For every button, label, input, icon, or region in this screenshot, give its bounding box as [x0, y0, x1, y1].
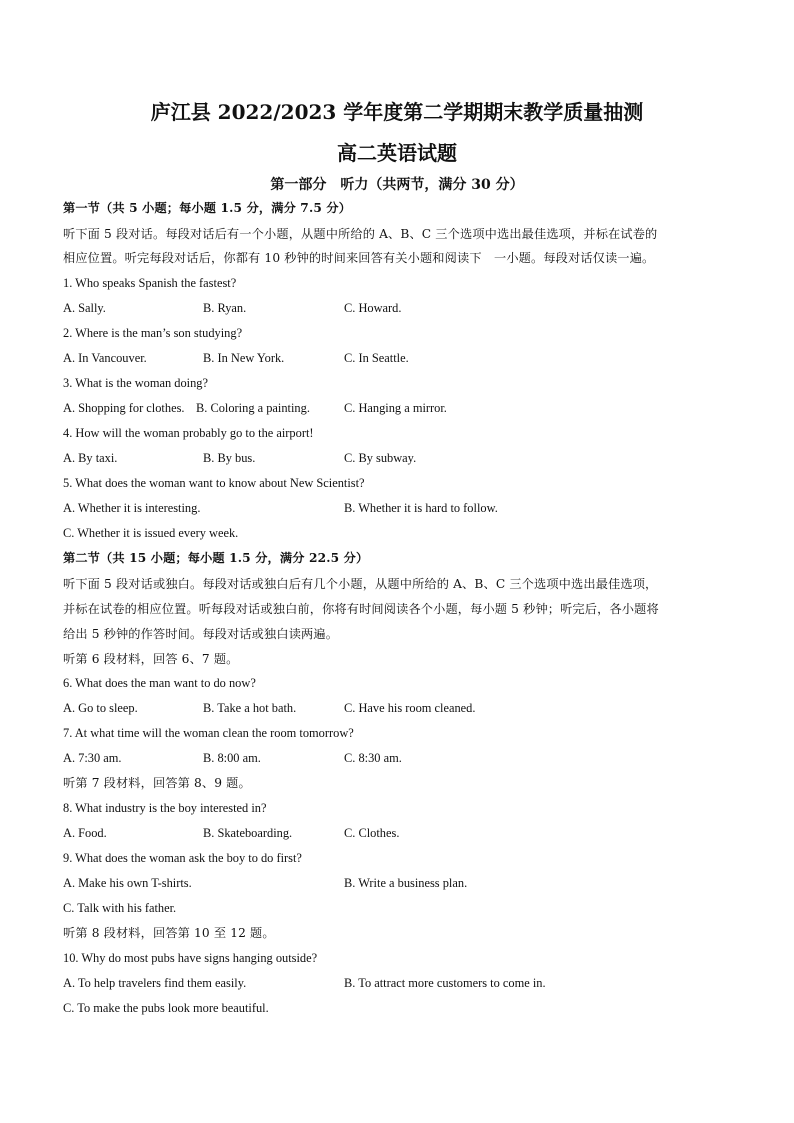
option-b: B. Whether it is hard to follow. — [344, 501, 498, 515]
option-b: B. 8:00 am. — [203, 751, 261, 765]
exam-title: 庐江县 2022/2023 学年度第二学期期末教学质量抽测 — [150, 100, 644, 124]
option-c: C. Whether it is issued every week. — [63, 526, 239, 540]
question-text: 3. What is the woman doing? — [63, 376, 208, 390]
part-heading: 第一部分 听力（共两节，满分 30 分） — [270, 177, 524, 193]
option-c: C. Have his room cleaned. — [344, 701, 476, 715]
option-a: A. By taxi. — [63, 451, 118, 465]
material-note: 听第 8 段材料，回答第 10 至 12 题。 — [63, 926, 275, 940]
option-a: A. Food. — [63, 826, 107, 840]
option-c: C. To make the pubs look more beautiful. — [63, 1001, 269, 1015]
option-b: B. In New York. — [203, 351, 285, 365]
section2-instruction-line: 听下面 5 段对话或独白。每段对话或独白后有几个小题，从题中所给的 A、B、C 三个选项中选出最佳选项， — [63, 577, 658, 591]
question-text: 4. How will the woman probably go to the airport! — [63, 426, 314, 440]
option-c: C. By subway. — [344, 451, 417, 465]
option-a: A. Shopping for clothes. — [63, 401, 185, 415]
option-b: B. Take a hot bath. — [203, 701, 297, 715]
material-note: 听第 6 段材料，回答 6、7 题。 — [63, 652, 239, 666]
question-text: 1. Who speaks Spanish the fastest? — [63, 276, 237, 290]
question-text: 2. Where is the man’s son studying? — [63, 326, 243, 340]
section2-instruction-line: 并标在试卷的相应位置。听每段对话或独白前，你将有时间阅读各个小题，每小题 5 秒钟；听完后，各小题将 — [63, 602, 659, 616]
option-a: A. 7:30 am. — [63, 751, 122, 765]
option-a: A. Go to sleep. — [63, 701, 138, 715]
exam-subtitle: 高二英语试题 — [337, 141, 457, 165]
question-text: 5. What does the woman want to know about New Scientist? — [63, 476, 365, 490]
question-text: 9. What does the woman ask the boy to do first? — [63, 851, 302, 865]
option-c: C. Talk with his father. — [63, 901, 177, 915]
option-a: A. Whether it is interesting. — [63, 501, 201, 515]
option-c: C. Hanging a mirror. — [344, 401, 447, 415]
section1-heading: 第一节（共 5 小题；每小题 1.5 分，满分 7.5 分） — [63, 201, 352, 215]
option-b: B. Coloring a painting. — [196, 401, 310, 415]
material-note: 听第 7 段材料，回答第 8、9 题。 — [63, 776, 251, 790]
option-c: C. Howard. — [344, 301, 402, 315]
question-text: 8. What industry is the boy interested in? — [63, 801, 267, 815]
option-c: C. 8:30 am. — [344, 751, 402, 765]
option-b: B. Ryan. — [203, 301, 247, 315]
option-a: A. To help travelers find them easily. — [63, 976, 247, 990]
question-text: 10. Why do most pubs have signs hanging outside? — [63, 951, 318, 965]
option-a: A. Sally. — [63, 301, 106, 315]
option-b: B. Skateboarding. — [203, 826, 293, 840]
section2-heading: 第二节（共 15 小题；每小题 1.5 分，满分 22.5 分） — [63, 551, 369, 565]
option-c: C. Clothes. — [344, 826, 400, 840]
question-text: 7. At what time will the woman clean the room tomorrow? — [63, 726, 354, 740]
option-a: A. Make his own T-shirts. — [63, 876, 192, 890]
section1-instruction-line: 相应位置。听完每段对话后，你都有 10 秒钟的时间来回答有关小题和阅读下 一小题。每段对话仅读一遍。 — [63, 251, 655, 265]
option-b: B. By bus. — [203, 451, 256, 465]
section1-instruction-line: 听下面 5 段对话。每段对话后有一个小题，从题中所给的 A、B、C 三个选项中选出最佳选项，并标在试卷的 — [63, 227, 658, 241]
option-b: B. To attract more customers to come in. — [344, 976, 546, 990]
option-c: C. In Seattle. — [344, 351, 409, 365]
question-text: 6. What does the man want to do now? — [63, 676, 256, 690]
option-a: A. In Vancouver. — [63, 351, 147, 365]
option-b: B. Write a business plan. — [344, 876, 468, 890]
section2-instruction-line: 给出 5 秒钟的作答时间。每段对话或独白读两遍。 — [63, 627, 339, 641]
